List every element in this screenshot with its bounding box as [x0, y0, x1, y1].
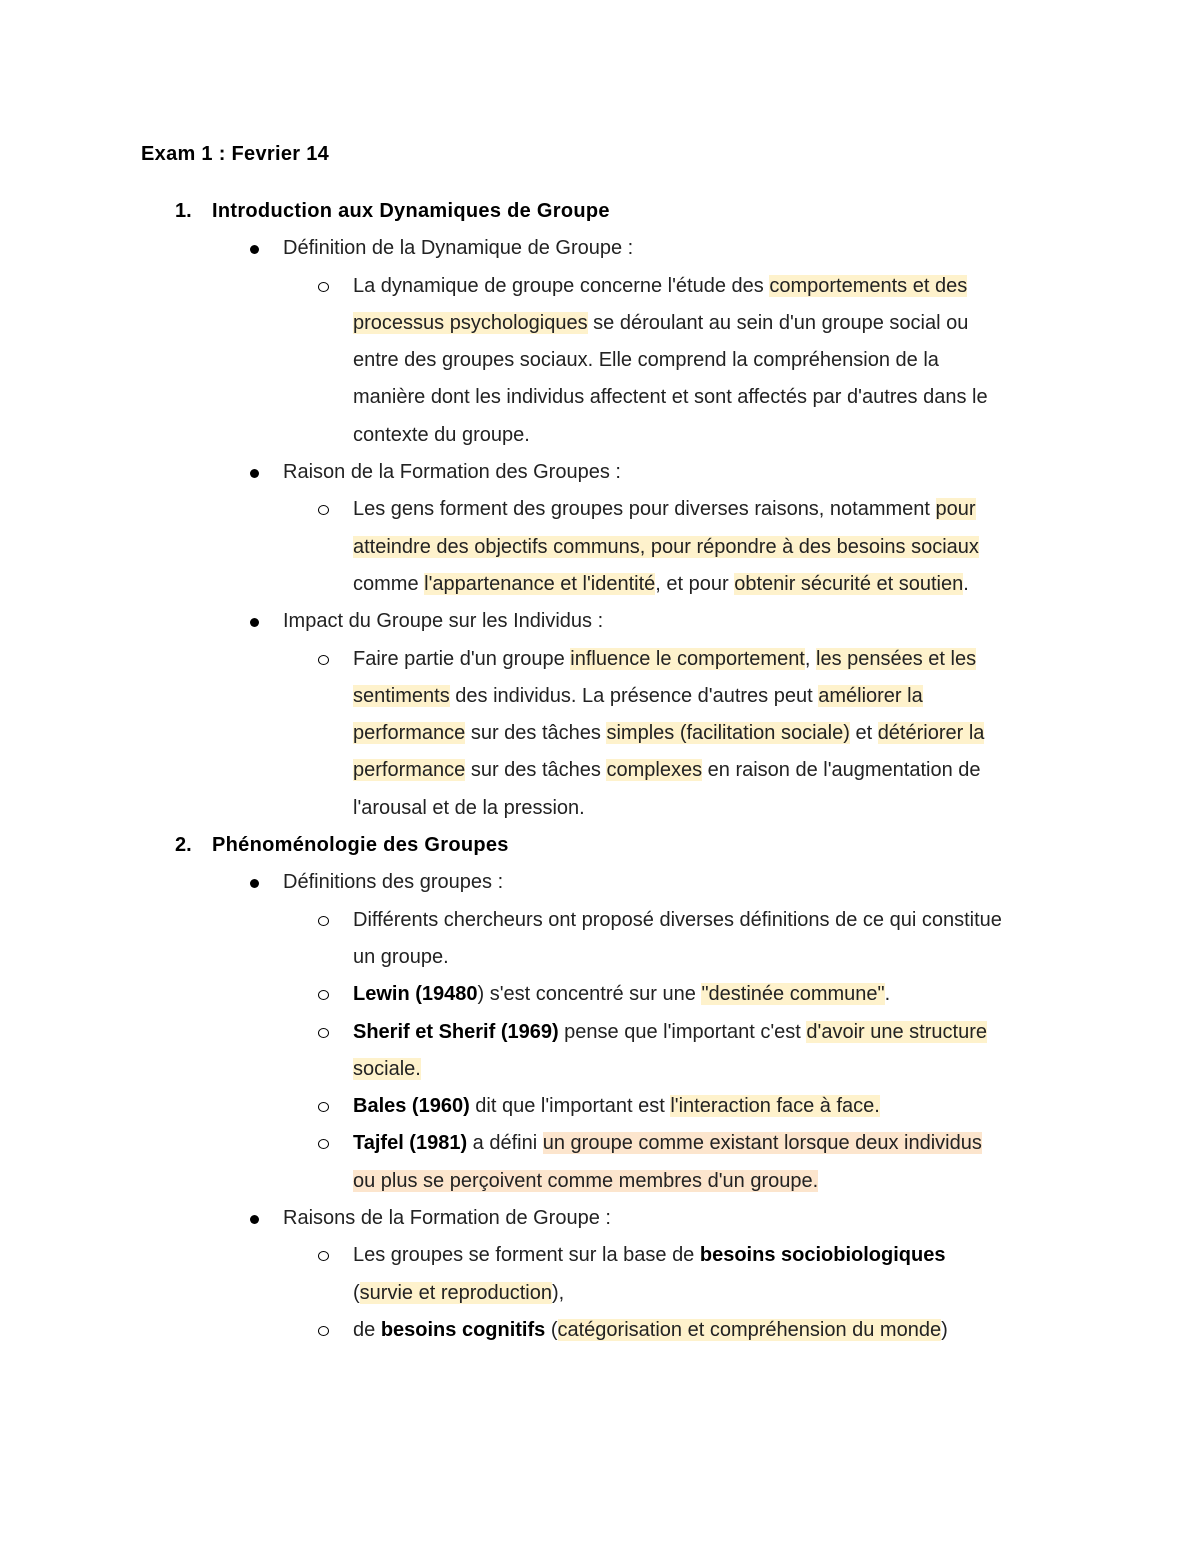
- text-run: La dynamique de groupe concerne l'étude des: [353, 274, 770, 297]
- highlight: survie et reproduction: [359, 1281, 552, 1304]
- bullet-circle-icon: [318, 655, 329, 665]
- text-run: .: [963, 572, 969, 595]
- highlight: catégorisation et compréhension du monde: [557, 1318, 942, 1341]
- continuation-text: [353, 678, 923, 715]
- bullet-dot-icon: [250, 245, 259, 254]
- text-run: a défini: [467, 1132, 543, 1155]
- continuation-line: [0, 790, 1200, 827]
- continuation-line: [0, 305, 1200, 342]
- sub-bullet-text: [353, 491, 976, 528]
- sub-bullet-item: [0, 641, 1200, 678]
- bullet-circle-icon: [318, 1251, 329, 1261]
- document-body: [0, 193, 1200, 1349]
- sub-bullet-item: [0, 1125, 1200, 1162]
- bullet-circle-icon: [318, 505, 329, 515]
- bold-run: Lewin (19480: [353, 983, 478, 1006]
- continuation-text: [353, 1275, 564, 1312]
- section-number: 1.: [175, 200, 192, 222]
- continuation-text: entre des groupes sociaux. Elle comprend la compréhension de la: [353, 349, 939, 372]
- highlight: d'avoir une structure: [806, 1020, 987, 1043]
- highlight: les pensées et les: [816, 647, 977, 670]
- text-run: , et pour: [655, 572, 735, 595]
- continuation-line: [0, 529, 1200, 566]
- section-heading: [0, 193, 1200, 230]
- bullet-text: Raisons de la Formation de Groupe :: [283, 1207, 611, 1230]
- bullet-circle-icon: [318, 990, 329, 1000]
- continuation-text: [353, 752, 981, 789]
- bullet-dot-icon: [250, 469, 259, 478]
- sub-bullet-text: [353, 1125, 982, 1162]
- bullet-circle-icon: [318, 916, 329, 926]
- continuation-line: [0, 342, 1200, 379]
- bullet-item: [0, 230, 1200, 267]
- continuation-line: [0, 566, 1200, 603]
- section-title: Phénoménologie des Groupes: [212, 834, 509, 857]
- sub-bullet-item: [0, 976, 1200, 1013]
- sub-bullet-item: [0, 491, 1200, 528]
- continuation-text: manière dont les individus affectent et sont affectés par d'autres dans le: [353, 386, 988, 409]
- continuation-line: [0, 752, 1200, 789]
- continuation-text: [353, 566, 969, 603]
- text-run: se déroulant au sein d'un groupe social ou: [587, 311, 969, 334]
- text-run: Les gens forment des groupes pour diverses raisons, notamment: [353, 498, 936, 521]
- sub-bullet-text: [353, 268, 967, 305]
- sub-bullet-item: [0, 1312, 1200, 1349]
- text-run: de: [353, 1318, 381, 1341]
- text-run: des individus. La présence d'autres peut: [449, 684, 819, 707]
- bold-run: Tajfel (1981): [353, 1132, 468, 1155]
- text-run: et: [849, 722, 878, 745]
- bullet-item: [0, 1200, 1200, 1237]
- highlight: simples (facilitation sociale): [606, 722, 850, 745]
- text-run: Les groupes se forment sur la base de: [353, 1244, 700, 1267]
- sub-bullet-item: [0, 1237, 1200, 1274]
- highlight: obtenir sécurité et soutien: [734, 572, 964, 595]
- bullet-item: [0, 603, 1200, 640]
- highlight: performance: [353, 722, 466, 745]
- bullet-circle-icon: [318, 1028, 329, 1038]
- text-run: (: [353, 1281, 360, 1304]
- highlight: performance: [353, 759, 466, 782]
- highlight: complexes: [606, 759, 703, 782]
- highlight: détériorer la: [877, 722, 985, 745]
- text-run: (: [545, 1318, 558, 1341]
- highlight: "destinée commune": [701, 983, 885, 1006]
- highlight: sentiments: [353, 684, 450, 707]
- text-run: ),: [552, 1281, 565, 1304]
- sub-bullet-item: [0, 1014, 1200, 1051]
- continuation-line: [0, 715, 1200, 752]
- highlight: un groupe comme existant lorsque deux individus: [542, 1132, 982, 1155]
- sub-bullet-text: Différents chercheurs ont proposé diverses définitions de ce qui constitue: [353, 908, 1002, 931]
- continuation-line: [0, 939, 1200, 976]
- bullet-circle-icon: [318, 282, 329, 292]
- continuation-line: [0, 379, 1200, 416]
- text-run: pense que l'important c'est: [558, 1020, 807, 1043]
- bullet-text: Impact du Groupe sur les Individus :: [283, 610, 604, 633]
- document-title: Exam 1 : Fevrier 14: [141, 143, 330, 165]
- bullet-circle-icon: [318, 1139, 329, 1149]
- bullet-text: Raison de la Formation des Groupes :: [283, 461, 621, 484]
- sub-bullet-item: [0, 268, 1200, 305]
- continuation-line: [0, 1275, 1200, 1312]
- text-run: ,: [804, 647, 816, 670]
- text-run: comme: [353, 572, 425, 595]
- highlight: atteindre des objectifs communs, pour répondre à des besoins sociaux: [353, 535, 979, 558]
- sub-bullet-text: [353, 976, 890, 1013]
- continuation-text: [353, 715, 984, 752]
- bullet-dot-icon: [250, 1215, 259, 1224]
- bold-run: besoins cognitifs: [380, 1318, 546, 1341]
- continuation-text: [353, 529, 979, 566]
- bold-run: Bales (1960): [353, 1095, 470, 1118]
- sub-bullet-text: [353, 1237, 945, 1274]
- continuation-line: [0, 417, 1200, 454]
- bullet-text: Définitions des groupes :: [283, 871, 504, 894]
- sub-bullet-text: [353, 1014, 987, 1051]
- continuation-line: [0, 1051, 1200, 1088]
- section-title: Introduction aux Dynamiques de Groupe: [212, 200, 610, 222]
- highlight: l'interaction face à face.: [670, 1095, 880, 1118]
- highlight: pour: [935, 498, 976, 521]
- continuation-text: [353, 1163, 818, 1200]
- highlight: processus psychologiques: [353, 311, 588, 334]
- text-run: sur des tâches: [465, 722, 607, 745]
- text-run: sur des tâches: [465, 759, 607, 782]
- continuation-line: [0, 678, 1200, 715]
- continuation-text: un groupe.: [353, 945, 449, 968]
- bullet-text: Définition de la Dynamique de Groupe :: [283, 237, 634, 260]
- section-number: 2.: [175, 834, 192, 857]
- sub-bullet-item: [0, 902, 1200, 939]
- sub-bullet-text: [353, 1312, 948, 1349]
- continuation-text: contexte du groupe.: [353, 423, 530, 446]
- highlight: influence le comportement: [570, 647, 805, 670]
- text-run: .: [884, 983, 891, 1006]
- text-run: en raison de l'augmentation de: [702, 759, 981, 782]
- continuation-text: l'arousal et de la pression.: [353, 796, 585, 819]
- bullet-item: [0, 864, 1200, 901]
- highlight: l'appartenance et l'identité: [424, 572, 656, 595]
- text-run: ): [941, 1318, 948, 1341]
- text-run: ) s'est concentré sur une: [477, 983, 702, 1006]
- text-run: Faire partie d'un groupe: [353, 647, 571, 670]
- bullet-circle-icon: [318, 1326, 329, 1336]
- highlight: sociale.: [353, 1057, 421, 1080]
- highlight: ou plus se perçoivent comme membres d'un groupe.: [353, 1169, 819, 1192]
- continuation-text: [353, 305, 968, 342]
- bold-run: besoins sociobiologiques: [699, 1244, 946, 1267]
- bullet-dot-icon: [250, 618, 259, 627]
- bullet-dot-icon: [250, 879, 259, 888]
- bullet-item: [0, 454, 1200, 491]
- sub-bullet-item: [0, 1088, 1200, 1125]
- highlight: améliorer la: [818, 684, 923, 707]
- continuation-text: [353, 1051, 421, 1088]
- sub-bullet-text: [353, 641, 976, 678]
- bold-run: Sherif et Sherif (1969): [353, 1020, 559, 1043]
- sub-bullet-text: [353, 1088, 880, 1125]
- section-heading: [0, 827, 1200, 864]
- continuation-line: [0, 1163, 1200, 1200]
- text-run: dit que l'important est: [469, 1095, 671, 1118]
- bullet-circle-icon: [318, 1102, 329, 1112]
- highlight: comportements et des: [769, 274, 968, 297]
